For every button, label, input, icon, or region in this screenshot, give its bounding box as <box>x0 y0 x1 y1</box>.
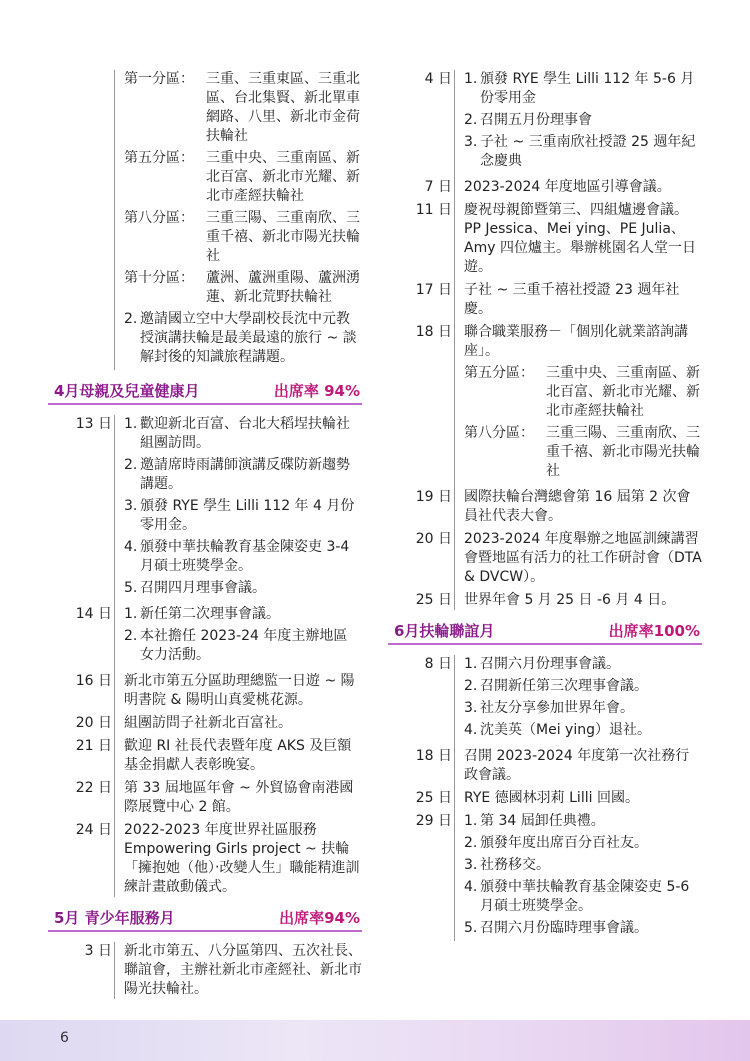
item-number: 2. <box>124 457 138 473</box>
district-row <box>124 149 362 206</box>
district-label: 第八分區： <box>124 210 194 226</box>
entry-day: 8 日 <box>424 656 452 672</box>
item-number: 2. <box>464 678 478 694</box>
entry-day: 19 日 <box>415 489 452 505</box>
entry-day: 16 日 <box>75 673 112 689</box>
entry <box>48 942 362 999</box>
entry-text: 新北市第五、八分區第四、五次社長、聯誼會，主辦社新北市產經社、新北市陽光扶輪社。 <box>124 943 362 997</box>
item-text: 召開四月理事會議。 <box>140 580 266 596</box>
entry <box>388 201 702 277</box>
entry-text: 第 33 屆地區年會 ~ 外貿協會南港國際展覽中心 2 館。 <box>124 780 354 815</box>
item-number: 2. <box>124 628 138 644</box>
numbered-item <box>124 497 362 535</box>
attendance-rate: 出席率94% <box>279 909 360 927</box>
item-text: 第 34 屆卸任典禮。 <box>480 813 605 829</box>
item-number: 1. <box>464 71 478 87</box>
district-row <box>124 70 362 146</box>
district-label: 第八分區： <box>464 425 534 441</box>
numbered-item <box>124 605 362 624</box>
item-text: 本社擔任 2023-24 年度主辦地區女力活動。 <box>140 628 348 663</box>
item-number: 5. <box>124 580 138 596</box>
entry <box>48 415 362 601</box>
district-text: 三重三陽、三重南欣、三重千禧、新北市陽光扶輪社 <box>206 210 360 264</box>
item-text: 頒發中華扶輪教育基金陳姿吏 5-6 月碩士班獎學金。 <box>480 879 690 914</box>
district-row <box>124 209 362 266</box>
entry <box>48 737 362 775</box>
item-text: 沈美英（Mei ying）退社。 <box>480 722 651 738</box>
entry-text: 2023-2024 年度地區引導會議。 <box>464 179 671 195</box>
district-row <box>124 269 362 307</box>
item-number: 1. <box>464 656 478 672</box>
section-header-april <box>48 380 362 405</box>
entry-day: 7 日 <box>424 179 452 195</box>
entry <box>48 821 362 897</box>
entry-text: RYE 德國林羽莉 Lilli 回國。 <box>464 790 639 806</box>
item-text: 召開新任第三次理事會議。 <box>480 678 648 694</box>
item-number: 2. <box>464 112 478 128</box>
entry-text: 新北市第五分區助理總監一日遊 ~ 陽明書院 & 陽明山真愛桃花源。 <box>124 673 355 708</box>
district-text: 三重三陽、三重南欣、三重千禧、新北市陽光扶輪社 <box>546 425 700 479</box>
entry-day: 18 日 <box>415 748 452 764</box>
entry-day: 14 日 <box>75 606 112 622</box>
entry <box>388 323 702 484</box>
item-text: 頒發中華扶輪教育基金陳姿吏 3-4 月碩士班獎學金。 <box>140 539 350 574</box>
item-text: 子社 ~ 三重南欣社授證 25 週年紀念慶典 <box>480 134 696 169</box>
entry-day: 20 日 <box>415 531 452 547</box>
section-header-june <box>388 620 702 645</box>
entry-text: 子社 ~ 三重千禧社授證 23 週年社慶。 <box>464 282 680 317</box>
entry-text: 召開 2023-2024 年度第一次社務行政會議。 <box>464 748 690 783</box>
march-continuation <box>48 70 362 370</box>
entry <box>388 178 702 197</box>
entry <box>388 812 702 941</box>
numbered-item <box>124 310 362 367</box>
item-text: 社友分享參加世界年會。 <box>480 700 634 716</box>
april-entries <box>48 415 362 897</box>
attendance-rate: 出席率 94% <box>273 382 360 400</box>
item-number: 3. <box>124 498 138 514</box>
numbered-item <box>464 655 702 674</box>
entry <box>388 655 702 743</box>
district-text: 蘆洲、蘆洲重陽、蘆洲湧蓮、新北荒野扶輪社 <box>206 270 360 305</box>
entry <box>48 672 362 710</box>
item-text: 歡迎新北百富、台北大稻埕扶輪社組團訪問。 <box>140 416 350 451</box>
item-number: 3. <box>464 700 478 716</box>
item-number: 3. <box>464 134 478 150</box>
numbered-item <box>464 133 702 171</box>
entry <box>388 70 702 174</box>
item-text: 邀請國立空中大學副校長沈中元教授演講扶輪是最美最遠的旅行 ~ 談解封後的知識旅程講題。 <box>140 311 357 365</box>
item-text: 頒發 RYE 學生 Lilli 112 年 4 月份零用金。 <box>140 498 355 533</box>
district-row <box>464 424 702 481</box>
district-text: 三重中央、三重南區、新北百富、新北市光耀、新北市產經扶輪社 <box>546 365 700 419</box>
entry <box>388 281 702 319</box>
entry-text: 2023-2024 年度舉辦之地區訓練講習會暨地區有活力的社工作研討會（DTA & DVCW）。 <box>464 531 702 585</box>
section-title: 4月母親及兒童健康月 <box>54 382 200 400</box>
item-text: 召開六月份理事會議。 <box>480 656 620 672</box>
numbered-item <box>464 812 702 831</box>
page-number: 6 <box>60 1030 69 1046</box>
numbered-item <box>464 856 702 875</box>
item-number: 1. <box>124 606 138 622</box>
item-number: 2. <box>464 835 478 851</box>
entry-text: 組團訪問子社新北百富社。 <box>124 715 292 731</box>
item-text: 召開五月份理事會 <box>480 112 592 128</box>
entry-day: 29 日 <box>415 813 452 829</box>
entry-day: 20 日 <box>75 715 112 731</box>
section-header-may <box>48 907 362 932</box>
numbered-item <box>124 579 362 598</box>
entry-text: 國際扶輪台灣總會第 16 屆第 2 次會員社代表大會。 <box>464 489 691 524</box>
district-text: 三重、三重東區、三重北區、台北集賢、新北單車網路、八里、新北市金荷扶輪社 <box>206 71 360 144</box>
numbered-item <box>124 627 362 665</box>
entry-text: 2022-2023 年度世界社區服務 Empowering Girls project ~ 扶輪「擁抱她（他）‧改變人生」職能精進訓練計畫啟動儀式。 <box>124 822 360 895</box>
numbered-item <box>464 834 702 853</box>
entry <box>388 488 702 526</box>
entry <box>388 530 702 587</box>
may-entries-continued <box>388 70 702 610</box>
left-column <box>48 70 362 1003</box>
district-label: 第十分區： <box>124 270 194 286</box>
entry <box>388 591 702 610</box>
entry-text: 歡迎 RI 社長代表暨年度 AKS 及巨額基金捐獻人表彰晚宴。 <box>124 738 352 773</box>
item-number: 2. <box>124 311 138 327</box>
numbered-item <box>464 699 702 718</box>
item-text: 頒發 RYE 學生 Lilli 112 年 5-6 月份零用金 <box>480 71 695 106</box>
entry-day: 25 日 <box>415 592 452 608</box>
entry <box>48 714 362 733</box>
item-number: 1. <box>464 813 478 829</box>
item-text: 新任第二次理事會議。 <box>140 606 280 622</box>
entry-day: 4 日 <box>424 71 452 87</box>
entry-march-continued <box>48 70 362 370</box>
numbered-item <box>464 70 702 108</box>
district-label: 第一分區： <box>124 71 194 87</box>
entry-day: 3 日 <box>84 943 112 959</box>
item-number: 4. <box>464 722 478 738</box>
item-text: 召開六月份臨時理事會議。 <box>480 920 648 936</box>
district-label: 第五分區： <box>124 150 194 166</box>
item-number: 4. <box>124 539 138 555</box>
footer-band <box>0 1020 750 1061</box>
entry-text: 世界年會 5 月 25 日 -6 月 4 日。 <box>464 592 676 608</box>
entry-day: 13 日 <box>75 416 112 432</box>
numbered-item <box>464 878 702 916</box>
district-row <box>464 364 702 421</box>
item-number: 1. <box>124 416 138 432</box>
entry-day: 17 日 <box>415 282 452 298</box>
entry <box>388 789 702 808</box>
item-number: 5. <box>464 920 478 936</box>
entry-day: 18 日 <box>415 324 452 340</box>
numbered-item <box>464 919 702 938</box>
item-text: 邀請席時雨講師演講反碟防新趨勢講題。 <box>140 457 350 492</box>
entry-day: 11 日 <box>415 202 452 218</box>
numbered-item <box>464 677 702 696</box>
numbered-item <box>464 721 702 740</box>
district-text: 三重中央、三重南區、新北百富、新北市光耀、新北市產經扶輪社 <box>206 150 360 204</box>
numbered-item <box>124 538 362 576</box>
item-text: 社務移交。 <box>480 857 550 873</box>
entry-text: 聯合職業服務－「個別化就業諮詢講座」。 <box>464 324 688 359</box>
entry-text: 慶祝母親節暨第三、四組爐邊會議。PP Jessica、Mei ying、PE Julia、Amy 四位爐主。舉辦桃園名人堂一日遊。 <box>464 202 696 275</box>
section-title: 5月 青少年服務月 <box>54 909 175 927</box>
entry <box>48 605 362 668</box>
entry <box>48 779 362 817</box>
may-entries-start <box>48 942 362 999</box>
june-entries <box>388 655 702 941</box>
attendance-rate: 出席率100% <box>608 622 700 640</box>
numbered-item <box>124 415 362 453</box>
entry-day: 21 日 <box>75 738 112 754</box>
numbered-item <box>464 111 702 130</box>
entry-day: 22 日 <box>75 780 112 796</box>
entry-day: 24 日 <box>75 822 112 838</box>
entry-day: 25 日 <box>415 790 452 806</box>
district-label: 第五分區： <box>464 365 534 381</box>
item-number: 3. <box>464 857 478 873</box>
right-column <box>388 70 702 945</box>
item-text: 頒發年度出席百分百社友。 <box>480 835 648 851</box>
section-title: 6月扶輪聯誼月 <box>394 622 495 640</box>
entry <box>388 747 702 785</box>
numbered-item <box>124 456 362 494</box>
item-number: 4. <box>464 879 478 895</box>
